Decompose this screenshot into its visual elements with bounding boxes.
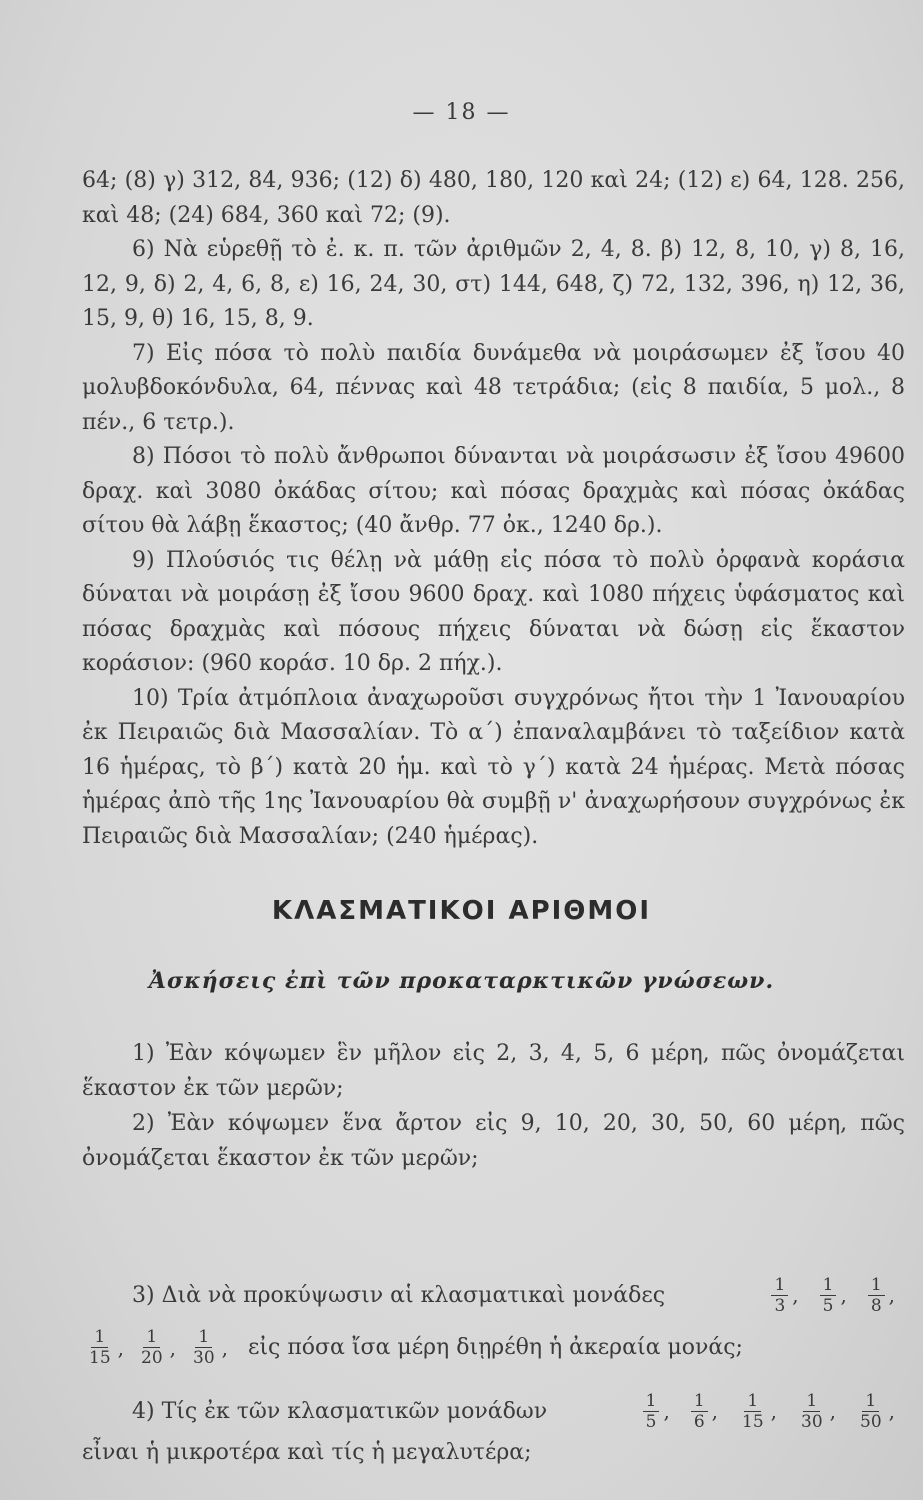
fraction-denominator: 3 xyxy=(774,1296,786,1316)
separator: , xyxy=(792,1282,799,1307)
separator: , xyxy=(829,1398,836,1423)
fraction-numerator: 1 xyxy=(643,1392,660,1412)
fraction-numerator: 1 xyxy=(143,1328,160,1348)
fraction-denominator: 5 xyxy=(645,1412,657,1432)
exercise-4-lead: 4) Τίς ἐκ τῶν κλασματικῶν μονάδων xyxy=(132,1399,548,1424)
paragraph: 7) Εἰς πόσα τὸ πολὺ παιδία δυνάμεθα νὰ μοιράσωμεν ἐξ ἴσου 40 μολυβδοκόνδυλα, 64, πέννας καὶ 48 τετράδια; (εἰς 8 παιδία, 5 μολ., 8 πέν., 6 τετρ.). xyxy=(82,340,905,435)
paragraph: 9) Πλούσιός τις θέλῃ νὰ μάθῃ εἰς πόσα τὸ πολὺ ὀρφανὰ κοράσια δύναται νὰ μοιράσῃ ἐξ ἴσου 9600 δραχ. καὶ 1080 πήχεις ὑφάσματος καὶ πόσας δραχμὰς καὶ πόσους πήχεις δύναται νὰ δώσῃ εἰς ἕκαστον κοράσιον: (960 κοράσ. 10 δρ. 2 πήχ.). xyxy=(82,547,905,676)
separator: , xyxy=(711,1398,718,1423)
separator: , xyxy=(840,1282,847,1307)
paragraph: 6) Νὰ εὑρεθῇ τὸ ἐ. κ. π. τῶν ἀριθμῶν 2, 4, 8. β) 12, 8, 10, γ) 8, 16, 12, 9, δ) 2, 4, 6, 8, ε) 16, 24, 30, στ) 144, 648, ζ) 72, 132, 396, η) 12, 36, 15, 9, θ) 16, 15, 8, 9. xyxy=(82,237,905,331)
fraction-denominator: 8 xyxy=(870,1296,882,1316)
exercise-4-tail: εἶναι ἡ μικροτέρα καὶ τίς ἡ μεγαλυτέρα; xyxy=(82,1440,532,1465)
fraction xyxy=(691,1392,708,1431)
paragraph: 8) Πόσοι τὸ πολὺ ἄνθρωποι δύνανται νὰ μοιράσωσιν ἐξ ἴσου 49600 δραχ. καὶ 3080 ὀκάδας σίτου; καὶ πόσας δραχμὰς καὶ πόσας ὀκάδας σίτου θὰ λάβῃ ἕκαστος; (40 ἄνθρ. 77 ὀκ., 1240 δρ.). xyxy=(82,444,905,538)
exercise-4-tail-line xyxy=(82,1436,905,1471)
separator: , xyxy=(888,1282,895,1307)
paragraph: 1) Ἐὰν κόψωμεν ἓν μῆλον εἰς 2, 3, 4, 5, 6 μέρη, πῶς ὀνομάζεται ἕκαστον ἐκ τῶν μερῶν; xyxy=(82,1041,905,1101)
fraction-numerator: 1 xyxy=(820,1276,837,1296)
fraction-numerator: 1 xyxy=(803,1392,820,1412)
fraction-denominator: 50 xyxy=(860,1412,882,1432)
fraction xyxy=(739,1392,767,1431)
fraction xyxy=(868,1276,885,1315)
fraction-numerator: 1 xyxy=(744,1392,761,1412)
fraction xyxy=(138,1328,166,1367)
page-number: — 18 — xyxy=(412,100,511,125)
fraction xyxy=(857,1392,885,1431)
paragraph: 2) Ἐὰν κόψωμεν ἕνα ἄρτον εἰς 9, 10, 20, 30, 50, 60 μέρη, πῶς ὀνομάζεται ἕκαστον ἐκ τῶν μερῶν; xyxy=(82,1111,905,1171)
exercise-3-lead: 3) Διὰ νὰ προκύψωσιν αἱ κλασματικαὶ μονάδες xyxy=(132,1283,666,1308)
fraction-denominator: 15 xyxy=(742,1412,764,1432)
section-title: ΚΛΑΣΜΑΤΙΚΟΙ ΑΡΙΘΜΟΙ xyxy=(271,896,652,926)
fraction xyxy=(190,1328,218,1367)
fraction xyxy=(820,1276,837,1315)
fraction-numerator: 1 xyxy=(195,1328,212,1348)
fraction-numerator: 1 xyxy=(691,1392,708,1412)
paragraph: 64; (8) γ) 312, 84, 936; (12) δ) 480, 180, 120 καὶ 24; (12) ε) 64, 128. 256, καὶ 48; (24) 684, 360 καὶ 72; (9). xyxy=(82,168,905,228)
separator: , xyxy=(169,1335,176,1360)
fraction-numerator: 1 xyxy=(91,1328,108,1348)
paragraph: 10) Τρία ἀτμόπλοια ἀναχωροῦσι συγχρόνως ἤτοι τὴν 1 Ἰανουαρίου ἐκ Πειραιῶς διὰ Μασσαλίαν. Τὸ α΄) ἐπαναλαμβάνει τὸ ταξείδιον κατὰ 16 ἡμέρας, τὸ β΄) κατὰ 20 ἡμ. καὶ τὸ γ΄) κατὰ 24 ἡμέρας. Μετὰ πόσας ἡμέρας ἀπὸ τῆς 1ης Ἰανουαρίου θὰ συμβῇ ν' ἀναχωρήσουν συγχρόνως ἐκ Πειραιῶς διὰ Μασσαλίαν; (240 ἡμέρας). xyxy=(82,685,905,849)
section-subtitle: Ἀσκήσεις ἐπὶ τῶν προκαταρκτικῶν γνώσεων. xyxy=(148,968,775,994)
fraction-denominator: 20 xyxy=(141,1348,163,1368)
fraction xyxy=(798,1392,826,1431)
separator: , xyxy=(663,1398,670,1423)
fraction-group xyxy=(639,1392,905,1431)
fraction-exercises xyxy=(82,1036,905,1176)
fraction-denominator: 30 xyxy=(801,1412,823,1432)
fraction-numerator: 1 xyxy=(862,1392,879,1412)
fraction-denominator: 15 xyxy=(89,1348,111,1368)
fraction xyxy=(86,1328,114,1367)
fraction-denominator: 30 xyxy=(193,1348,215,1368)
separator: , xyxy=(117,1335,124,1360)
separator: , xyxy=(221,1335,228,1360)
exercise-block xyxy=(82,164,905,854)
exercise-3-line xyxy=(82,1276,905,1315)
fraction-group xyxy=(767,1276,905,1315)
separator: , xyxy=(770,1398,777,1423)
exercise-3-tail: εἰς πόσα ἴσα μέρη διῃρέθη ἡ ἀκεραία μονάς; xyxy=(248,1335,743,1360)
separator: , xyxy=(888,1398,895,1423)
fraction-numerator: 1 xyxy=(771,1276,788,1296)
fraction xyxy=(643,1392,660,1431)
exercise-4-line xyxy=(82,1392,905,1431)
fraction-denominator: 6 xyxy=(693,1412,705,1432)
fraction xyxy=(771,1276,788,1315)
fraction-denominator: 5 xyxy=(822,1296,834,1316)
exercise-3-line-2 xyxy=(82,1328,905,1367)
fraction-numerator: 1 xyxy=(868,1276,885,1296)
